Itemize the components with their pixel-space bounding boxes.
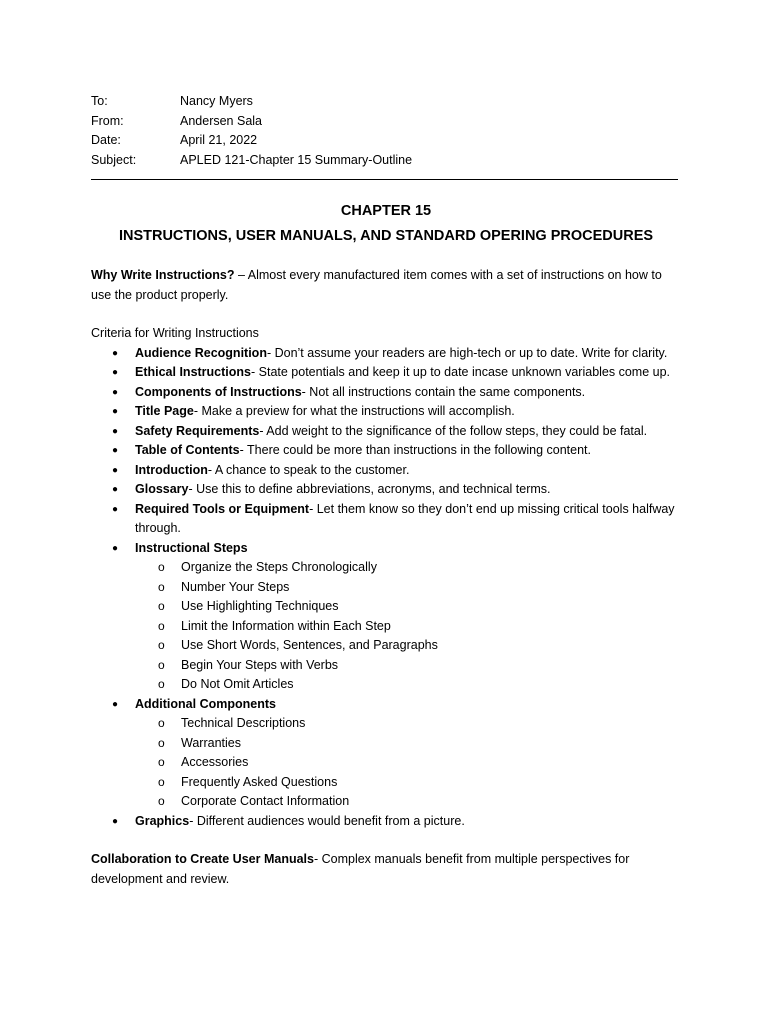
sub-item-text: Warranties bbox=[181, 735, 241, 750]
list-item-instructional-steps bbox=[91, 539, 681, 695]
sub-list-item bbox=[91, 597, 681, 617]
bullet-icon: ● bbox=[112, 503, 119, 515]
header-divider bbox=[91, 179, 678, 180]
item-text: - Not all instructions contain the same components. bbox=[301, 384, 586, 399]
list-item bbox=[91, 383, 681, 403]
item-text: - Make a preview for what the instructions will accomplish. bbox=[193, 404, 515, 418]
instructional-steps-sublist bbox=[135, 558, 681, 695]
item-term: Safety Requirements bbox=[135, 423, 260, 438]
collaboration-text: - Complex manuals benefit from multiple perspectives for development and review. bbox=[91, 852, 630, 886]
bullet-icon: ● bbox=[112, 386, 119, 398]
item-text: - State potentials and keep it up to date incase unknown variables come up. bbox=[251, 365, 671, 379]
memo-from-label: From: bbox=[91, 113, 124, 128]
memo-date-label: Date: bbox=[91, 133, 121, 147]
sub-item-text: Accessories bbox=[181, 755, 249, 769]
memo-date-row bbox=[91, 131, 681, 151]
list-item-graphics bbox=[91, 812, 681, 832]
sub-item-text: Do Not Omit Articles bbox=[181, 677, 294, 691]
circle-bullet-icon: o bbox=[158, 560, 165, 574]
sub-list-item bbox=[91, 714, 681, 734]
circle-bullet-icon: o bbox=[158, 579, 165, 594]
item-term: Ethical Instructions bbox=[135, 365, 251, 379]
sub-list-item bbox=[91, 773, 681, 793]
circle-bullet-icon: o bbox=[158, 618, 165, 633]
sub-list-item bbox=[91, 636, 681, 656]
circle-bullet-icon: o bbox=[158, 716, 165, 730]
sub-item-text: Technical Descriptions bbox=[181, 716, 306, 730]
item-term: Glossary bbox=[135, 482, 189, 496]
item-term: Components of Instructions bbox=[135, 384, 302, 399]
collaboration-term: Collaboration to Create User Manuals bbox=[91, 852, 314, 866]
why-write-term: Why Write Instructions? bbox=[91, 268, 235, 282]
bullet-icon: ● bbox=[112, 815, 119, 827]
list-item bbox=[91, 363, 681, 383]
document-page bbox=[91, 92, 681, 889]
additional-components-sublist bbox=[135, 714, 681, 812]
sub-item-text: Frequently Asked Questions bbox=[181, 774, 338, 789]
memo-subject-row bbox=[91, 151, 681, 171]
sub-item-text: Begin Your Steps with Verbs bbox=[181, 657, 339, 672]
item-text: - Different audiences would benefit from a picture. bbox=[189, 813, 465, 828]
list-item bbox=[91, 500, 681, 539]
criteria-heading: Criteria for Writing Instructions bbox=[91, 326, 259, 340]
sub-item-text: Corporate Contact Information bbox=[181, 794, 350, 808]
bullet-icon: ● bbox=[112, 542, 119, 554]
circle-bullet-icon: o bbox=[158, 677, 165, 691]
sub-list-item bbox=[91, 753, 681, 773]
list-item bbox=[91, 344, 681, 364]
item-term: Title Page bbox=[135, 404, 194, 418]
sub-list-item bbox=[91, 558, 681, 578]
bullet-icon: ● bbox=[112, 484, 119, 495]
bullet-icon: ● bbox=[112, 367, 119, 378]
sub-list-item bbox=[91, 675, 681, 695]
item-term: Additional Components bbox=[135, 696, 276, 711]
sub-list-item bbox=[91, 578, 681, 598]
item-term: Audience Recognition bbox=[135, 345, 267, 360]
list-item-additional-components bbox=[91, 695, 681, 812]
sub-list-item bbox=[91, 734, 681, 754]
item-term: Table of Contents bbox=[135, 443, 240, 457]
circle-bullet-icon: o bbox=[158, 774, 165, 789]
sub-list-item bbox=[91, 617, 681, 637]
bullet-icon: ● bbox=[112, 425, 119, 437]
item-term: Introduction bbox=[135, 462, 208, 477]
circle-bullet-icon: o bbox=[158, 735, 165, 750]
item-text: - There could be more than instructions in the following content. bbox=[239, 443, 591, 457]
sub-item-text: Use Short Words, Sentences, and Paragraphs bbox=[181, 638, 438, 652]
sub-list-item bbox=[91, 792, 681, 812]
list-item bbox=[91, 402, 681, 422]
memo-from-row bbox=[91, 112, 681, 132]
circle-bullet-icon: o bbox=[158, 657, 165, 672]
circle-bullet-icon: o bbox=[158, 638, 165, 652]
chapter-number: CHAPTER 15 bbox=[340, 203, 432, 219]
sub-item-text: Limit the Information within Each Step bbox=[181, 618, 391, 633]
why-write-text: – Almost every manufactured item comes with a set of instructions on how to use the product properly. bbox=[91, 268, 662, 302]
list-item bbox=[91, 461, 681, 481]
item-term: Instructional Steps bbox=[135, 540, 248, 555]
item-text: - Don’t assume your readers are high-tech or up to date. Write for clarity. bbox=[266, 345, 668, 360]
memo-to-label: To: bbox=[91, 94, 108, 108]
bullet-icon: ● bbox=[112, 464, 119, 476]
collaboration-paragraph bbox=[91, 850, 681, 889]
item-text: - Add weight to the significance of the follow steps, they could be fatal. bbox=[259, 423, 648, 438]
list-item bbox=[91, 422, 681, 442]
sub-list-item bbox=[91, 656, 681, 676]
list-item bbox=[91, 480, 681, 500]
memo-from-value: Andersen Sala bbox=[180, 113, 263, 128]
bullet-icon: ● bbox=[112, 445, 119, 456]
sub-item-text: Organize the Steps Chronologically bbox=[181, 560, 377, 574]
memo-to-value: Nancy Myers bbox=[180, 94, 253, 108]
chapter-title: INSTRUCTIONS, USER MANUALS, AND STANDARD OPERING PROCEDURES bbox=[118, 228, 654, 244]
bullet-icon: ● bbox=[112, 406, 119, 417]
circle-bullet-icon: o bbox=[158, 794, 165, 808]
memo-header bbox=[91, 92, 681, 170]
item-text: - A chance to speak to the customer. bbox=[207, 462, 410, 477]
why-write-paragraph bbox=[91, 266, 681, 305]
sub-item-text: Number Your Steps bbox=[181, 579, 290, 594]
item-term: Graphics bbox=[135, 813, 190, 828]
item-text: - Use this to define abbreviations, acronyms, and technical terms. bbox=[188, 482, 551, 496]
item-text: - Let them know so they don’t end up missing critical tools halfway through. bbox=[135, 501, 675, 535]
sub-item-text: Use Highlighting Techniques bbox=[181, 599, 339, 613]
bullet-icon: ● bbox=[112, 347, 119, 359]
list-item bbox=[91, 441, 681, 461]
memo-subject-label: Subject: bbox=[91, 152, 137, 167]
memo-subject-value: APLED 121-Chapter 15 Summary-Outline bbox=[180, 152, 413, 167]
memo-to-row bbox=[91, 92, 681, 112]
circle-bullet-icon: o bbox=[158, 599, 165, 613]
item-term: Required Tools or Equipment bbox=[135, 501, 310, 516]
bullet-icon: ● bbox=[112, 698, 119, 710]
circle-bullet-icon: o bbox=[158, 755, 165, 769]
memo-date-value: April 21, 2022 bbox=[180, 133, 258, 147]
criteria-list bbox=[91, 344, 681, 832]
